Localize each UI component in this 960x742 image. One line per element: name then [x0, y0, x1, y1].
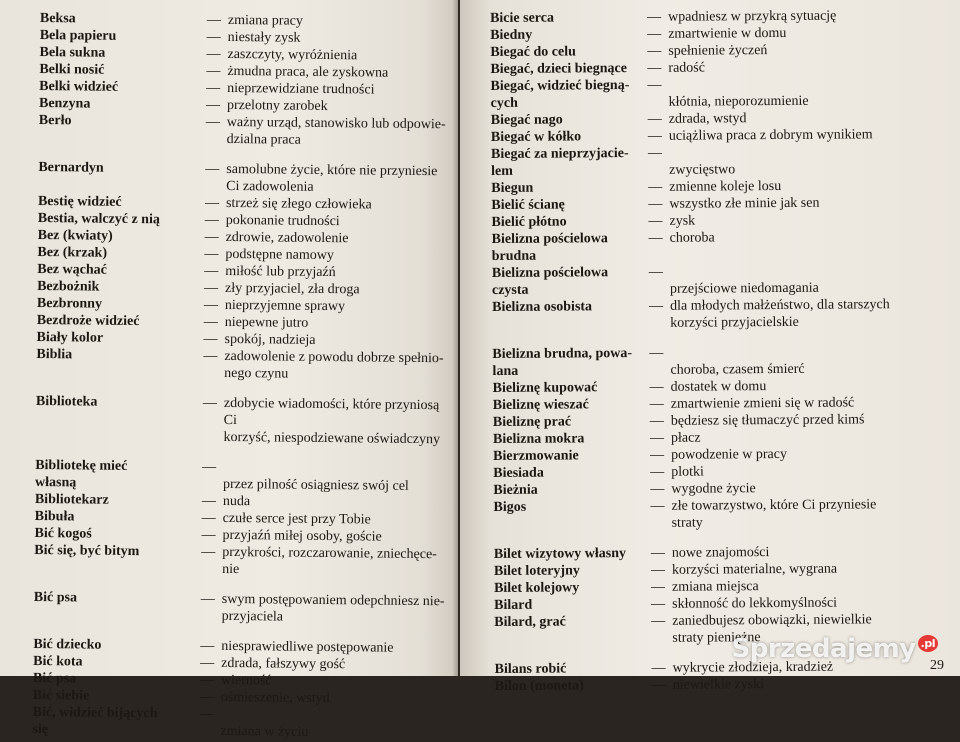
entry-term: Bez wąchać	[37, 261, 107, 278]
entry-dash: —	[205, 161, 220, 177]
entry-meaning: zmartwienie zmieni się w radość	[670, 395, 855, 412]
entry-term: Bić psa	[33, 589, 78, 606]
entry-term: Bilans robić	[494, 661, 567, 677]
entry-dash: —	[206, 63, 221, 79]
entry-dash: —	[204, 229, 219, 245]
entry-term: Biegun	[491, 180, 534, 196]
entry-term: Bezbronny	[36, 295, 103, 312]
entry-meaning: przyjaźń miłej osoby, goście	[222, 527, 382, 545]
entry-dash: —	[647, 43, 662, 59]
entry-term: Bezbożnik	[37, 278, 100, 295]
entry-meaning: zmienne koleje losu	[669, 178, 782, 195]
entry-term: Bela sukna	[39, 44, 106, 61]
entry-meaning: niesprawiedliwe postępowanie	[221, 638, 394, 656]
entry-dash: —	[650, 562, 665, 578]
dictionary-entry	[35, 393, 448, 448]
dictionary-entry	[34, 542, 446, 580]
entry-meaning: zdobycie wiadomości, które przyniosą Ci korzyść, niespodziewane oświadczyny	[223, 395, 441, 448]
entry-meaning: spełnienie życzeń	[668, 43, 768, 59]
entry-dash: —	[649, 379, 664, 395]
entry-term: Bić siebie	[32, 687, 90, 704]
entry-term: Belki nosić	[39, 61, 105, 78]
entry-term: Biesiada	[493, 465, 544, 481]
entry-meaning: wpadniesz w przykrą sytuację	[668, 8, 837, 25]
entry-term: Biegać za nieprzyjacie- lem	[490, 146, 629, 179]
entry-term: Bielić płótno	[491, 214, 567, 230]
entry-meaning: zdrada, wstyd	[668, 111, 747, 127]
entry-meaning: zdrowie, zadowolenie	[225, 229, 349, 247]
entry-meaning: dla młodych małżeństwo, dla starszych korzyści przyjacielskie	[670, 297, 890, 331]
entry-term: Bezdroże widzieć	[36, 312, 140, 330]
entry-term: Beksa	[39, 10, 76, 27]
entry-dash: —	[201, 493, 216, 509]
entry-dash: —	[204, 195, 220, 211]
entry-term: Biblioteka	[35, 393, 98, 410]
entry-meaning: nowe znajomości	[671, 545, 770, 561]
entry-term: Bielizna osobista	[492, 299, 593, 315]
entry-dash: —	[206, 46, 221, 62]
entry-dash: —	[204, 246, 219, 262]
entry-term: Bielić ścianę	[491, 197, 565, 213]
left-entry-list	[32, 10, 452, 742]
entry-term: Biały kolor	[36, 329, 104, 346]
dictionary-entry	[38, 159, 450, 197]
entry-meaning: samolubne życie, które nie przyniesie Ci zadowolenia	[226, 161, 438, 195]
entry-dash: —	[205, 97, 221, 113]
entry-meaning: radość	[668, 60, 706, 76]
entry-meaning: zwycięstwo	[668, 145, 736, 178]
entry-meaning: wygodne życie	[671, 481, 756, 497]
entry-term: Bilard	[494, 597, 533, 613]
entry-dash: —	[201, 527, 216, 543]
entry-dash: —	[647, 9, 662, 25]
entry-term: Bela papieru	[39, 27, 117, 44]
entry-meaning: nieprzewidziane trudności	[227, 80, 375, 98]
entry-dash: —	[648, 213, 663, 229]
entry-dash: —	[201, 544, 216, 560]
entry-term: Belki widzieć	[39, 78, 119, 95]
entry-dash: —	[648, 179, 663, 195]
entry-meaning: uciążliwa praca z dobrym wynikiem	[668, 127, 873, 144]
dictionary-entry	[492, 296, 952, 333]
entry-term: Bilon (moneta)	[494, 678, 584, 694]
entry-term: Bieliznę kupować	[492, 380, 598, 396]
entry-meaning: zmartwienie w domu	[668, 25, 787, 42]
entry-term: Bić, widzieć bijących się	[32, 704, 158, 738]
entry-term: Bibuła	[34, 508, 75, 525]
entry-term: Berło	[38, 112, 72, 129]
entry-meaning: plotki	[671, 464, 704, 480]
entry-term: Bić kota	[33, 653, 83, 670]
entry-dash: —	[203, 297, 218, 313]
entry-dash: —	[650, 447, 665, 463]
entry-meaning: choroba	[669, 230, 715, 246]
entry-meaning: czułe serce jest przy Tobie	[222, 510, 371, 528]
entry-dash: —	[200, 591, 215, 607]
entry-meaning: zadowolenie z powodu dobrze spełnio- nego czynu	[224, 348, 444, 382]
entry-term: Bilet wizytowy własny	[493, 546, 627, 562]
entry-dash: —	[651, 677, 666, 693]
entry-term: Bić dziecko	[33, 636, 102, 653]
entry-dash: —	[650, 579, 666, 595]
entry-term: Bielizna pościelowa czysta	[491, 265, 609, 298]
entry-meaning: zaniedbujesz obowiązki, niewielkie straty pieniężne	[672, 612, 872, 646]
entry-meaning: dostatek w domu	[670, 379, 767, 395]
entry-term: Bielizna pościelowa brudna	[491, 231, 608, 264]
dictionary-entry	[495, 675, 955, 695]
entry-term: Bibliotekę mieć własną	[34, 457, 128, 491]
entry-dash: —	[651, 660, 666, 676]
entry-dash: —	[650, 498, 665, 514]
entry-term: Bez (krzak)	[37, 244, 108, 261]
entry-dash: —	[648, 264, 663, 280]
dictionary-entry	[492, 228, 952, 265]
entry-dash: —	[648, 196, 663, 212]
entry-dash: —	[647, 145, 663, 161]
dictionary-entry	[492, 343, 952, 380]
entry-meaning: miłość lub przyjaźń	[225, 263, 336, 281]
entry-dash: —	[647, 60, 662, 76]
entry-meaning: przejściowe niedomagania	[669, 264, 819, 297]
entry-dash: —	[204, 263, 219, 279]
entry-meaning: zmiana miejsca	[671, 579, 759, 595]
entry-dash: —	[206, 12, 221, 28]
entry-term: Bierzmowanie	[493, 448, 579, 464]
entry-dash: —	[647, 26, 662, 42]
entry-meaning: zmiana w życiu	[220, 706, 309, 740]
entry-term: Bez (kwiaty)	[37, 227, 113, 244]
entry-term: Biegać, widzieć biegną- cych	[490, 78, 630, 111]
entry-dash: —	[204, 280, 219, 296]
right-entry-list	[490, 7, 955, 695]
entry-term: Biedny	[490, 27, 533, 43]
entry-dash: —	[200, 655, 215, 671]
entry-term: Bernardyn	[38, 159, 104, 176]
entry-meaning: podstępne namowy	[225, 246, 335, 264]
entry-term: Biegać, dzieci biegnące	[490, 61, 627, 77]
entry-dash: —	[206, 29, 221, 45]
watermark-logo: Sprzedajemy $^{.pl}$	[732, 634, 939, 664]
dictionary-entry	[493, 496, 953, 533]
entry-meaning: swym postępowaniem odepchniesz nie- przyjaciela	[221, 591, 445, 625]
entry-term: Bić kogoś	[34, 525, 92, 542]
entry-dash: —	[651, 596, 666, 612]
entry-term: Bieżnia	[493, 482, 538, 498]
dictionary-entry	[39, 112, 451, 150]
entry-meaning: przykrości, rozczarowanie, zniechęce- nie	[222, 544, 437, 578]
entry-meaning: strzeż się złego człowieka	[225, 195, 372, 213]
entry-meaning: wierność	[220, 672, 272, 689]
entry-meaning: korzyści materialne, wygrana	[671, 561, 838, 578]
entry-meaning: ośmieszenie, wstyd	[220, 689, 330, 707]
entry-dash: —	[203, 331, 218, 347]
entry-term: Bestia, walczyć z nią	[37, 210, 160, 228]
entry-meaning: wykrycie złodzieja, kradzież	[672, 659, 834, 676]
entry-meaning: choroba, czasem śmierć	[670, 345, 805, 378]
entry-meaning: przez pilność osiągniesz swój cel	[222, 459, 409, 494]
entry-term: Biegać w kółko	[490, 129, 582, 145]
entry-dash: —	[200, 638, 215, 654]
entry-meaning: zaszczyty, wyróżnienia	[227, 46, 358, 64]
entry-dash: —	[648, 230, 663, 246]
entry-meaning: pokonanie trudności	[225, 212, 340, 230]
entry-term: Bieliznę prać	[492, 414, 572, 430]
entry-meaning: powodzenie w pracy	[671, 446, 788, 463]
entry-dash: —	[649, 298, 664, 314]
entry-dash: —	[203, 314, 218, 330]
entry-dash: —	[203, 348, 218, 364]
entry-meaning: płacz	[670, 430, 701, 446]
entry-term: Biegać do celu	[490, 44, 576, 60]
entry-meaning: będziesz się tłumaczyć przed kimś	[670, 412, 865, 429]
dictionary-entry	[492, 262, 952, 299]
entry-term: Bić się, być bitym	[34, 542, 140, 560]
entry-dash: —	[205, 114, 220, 130]
entry-dash: —	[650, 545, 665, 561]
entry-dash: —	[649, 345, 664, 361]
dictionary-entry	[35, 457, 447, 495]
entry-term: Biegać nago	[490, 112, 563, 128]
entry-dash: —	[199, 672, 215, 688]
dictionary-entry	[491, 143, 951, 180]
entry-dash: —	[202, 395, 217, 411]
entry-meaning: zysk	[669, 213, 696, 229]
entry-dash: —	[647, 128, 662, 144]
entry-meaning: przelotny zarobek	[226, 97, 328, 115]
left-page	[0, 0, 458, 740]
dictionary-entry	[34, 589, 446, 627]
entry-term: Bigos	[493, 499, 527, 515]
entry-dash: —	[206, 80, 221, 96]
entry-meaning: nuda	[222, 493, 251, 510]
entry-term: Bicie serca	[490, 10, 555, 26]
entry-term: Bilet kolejowy	[493, 580, 580, 596]
entry-meaning: niestały zysk	[227, 29, 301, 46]
entry-meaning: nieprzyjemne sprawy	[224, 297, 346, 315]
entry-term: Bieliznę wieszać	[492, 397, 589, 413]
entry-term: Benzyna	[38, 95, 91, 112]
page-number: 29	[930, 658, 944, 673]
entry-meaning: zmiana pracy	[227, 12, 303, 29]
entry-dash: —	[199, 689, 214, 705]
entry-meaning: zdrada, fałszywy gość	[221, 655, 346, 673]
entry-meaning: żmudna praca, ale zyskowna	[227, 63, 389, 81]
entry-meaning: niewielkie zyski	[672, 677, 765, 693]
dictionary-entry	[490, 75, 950, 112]
entry-dash: —	[204, 212, 219, 228]
entry-dash: —	[201, 510, 216, 526]
dictionary-entry	[36, 346, 448, 384]
entry-dash: —	[202, 459, 217, 475]
entry-meaning: niepewne jutro	[224, 314, 309, 331]
entry-term: Bić psa	[32, 670, 77, 687]
entry-dash: —	[650, 464, 665, 480]
entry-dash: —	[651, 613, 666, 629]
entry-term: Bestię widzieć	[37, 193, 122, 210]
entry-meaning: zły przyjaciel, zła droga	[225, 280, 360, 298]
entry-dash: —	[649, 430, 665, 446]
entry-dash: —	[647, 111, 662, 127]
entry-term: Bibliotekarz	[34, 491, 109, 508]
entry-dash: —	[647, 77, 662, 93]
right-page	[460, 0, 960, 694]
entry-meaning: wszystko złe minie jak sen	[669, 195, 820, 212]
entry-dash: —	[650, 481, 665, 497]
entry-meaning: kłótnia, nieporozumienie	[668, 77, 809, 110]
entry-meaning: skłonność do lekkomyślności	[672, 595, 838, 612]
entry-meaning: złe towarzystwo, które Ci przyniesie straty	[671, 497, 877, 531]
entry-term: Bilard, grać	[494, 614, 566, 630]
entry-meaning: ważny urząd, stanowisko lub odpowie- dzialna praca	[226, 114, 446, 148]
entry-dash: —	[649, 413, 664, 429]
dictionary-entry	[32, 704, 444, 742]
entry-term: Bielizna mokra	[492, 431, 585, 447]
entry-term: Bielizna brudna, powa- lana	[492, 346, 633, 379]
entry-dash: —	[199, 706, 214, 722]
entry-dash: —	[649, 396, 664, 412]
entry-term: Bilet loteryjny	[493, 563, 580, 579]
entry-meaning: spokój, nadzieja	[224, 331, 316, 348]
entry-term: Biblia	[36, 346, 73, 363]
